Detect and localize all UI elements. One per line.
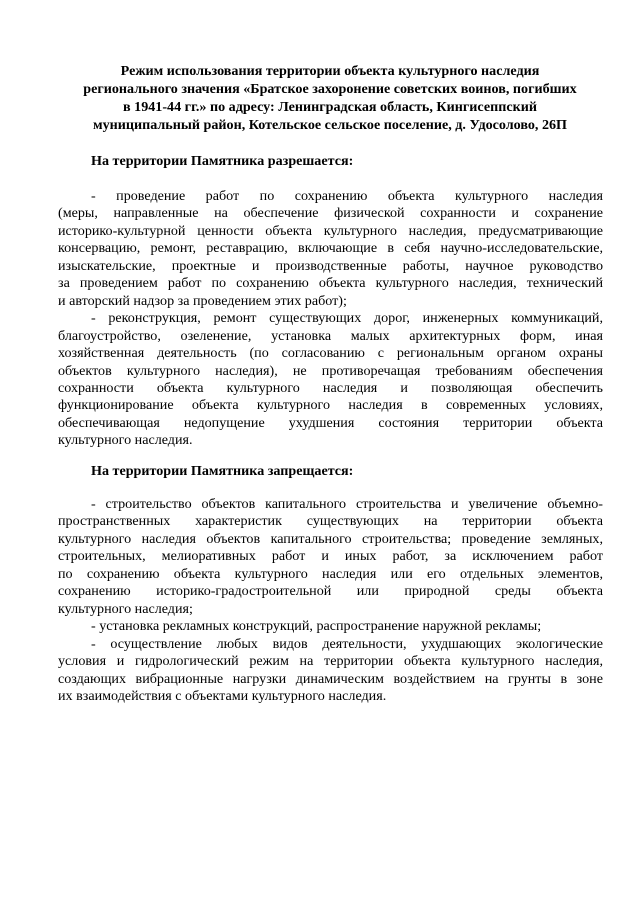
allowed-line: - проведение работ по сохранению объекта культурного наследия bbox=[91, 188, 603, 204]
allowed-line: - реконструкция, ремонт существующих дорог, инженерных коммуникаций, bbox=[91, 310, 603, 327]
allowed-line: объектов культурного наследия), не противоречащая требованиям обеспечения bbox=[58, 362, 603, 379]
title-line: регионального значения «Братское захоронение советских воинов, погибших bbox=[83, 81, 577, 97]
forbidden-heading: На территории Памятника запрещается: bbox=[91, 463, 354, 479]
forbidden-line: пространственных характеристик существующих на территории объекта bbox=[58, 513, 603, 530]
allowed-list bbox=[58, 188, 603, 450]
title-line: Режим использования территории объекта культурного наследия bbox=[120, 63, 540, 79]
forbidden-line: - осуществление любых видов деятельности, ухудшающих экологические bbox=[91, 635, 603, 652]
allowed-line: консервацию, ремонт, реставрацию, включающие в себя научно-исследовательские, bbox=[58, 240, 603, 257]
allowed-line: функционирование объекта культурного наследия в современных условиях, bbox=[58, 397, 603, 414]
allowed-line: (меры, направленные на обеспечение физической сохранности и сохранение bbox=[58, 205, 603, 222]
allowed-line: и авторский надзор за проведением этих работ); bbox=[58, 292, 347, 309]
forbidden-line: сохранению историко-градостроительной или природной среды объекта bbox=[58, 583, 603, 600]
allowed-line: историко-культурной ценности объекта культурного наследия, предусматривающие bbox=[58, 222, 603, 239]
forbidden-line: - строительство объектов капитального строительства и увеличение объемно- bbox=[91, 496, 603, 512]
allowed-line: изыскательские, проектные и производственные работы, научное руководство bbox=[58, 257, 603, 274]
allowed-line: за проведением работ по сохранению объекта культурного наследия, технический bbox=[58, 275, 603, 292]
forbidden-line: культурного наследия объектов капитального строительства; проведение земляных, bbox=[58, 530, 603, 547]
title-line: в 1941-44 гг.» по адресу: Ленинградская область, Кингисеппский bbox=[123, 99, 537, 115]
allowed-line: обеспечивающая недопущение ухудшения состояния территории объекта bbox=[58, 414, 603, 431]
allowed-line: благоустройство, озеленение, установка малых архитектурных форм, иная bbox=[58, 327, 603, 344]
allowed-line: культурного наследия. bbox=[58, 432, 193, 449]
forbidden-line: культурного наследия; bbox=[58, 600, 193, 617]
forbidden-line: их взаимодействия с объектами культурного наследия. bbox=[58, 687, 387, 704]
title-line: муниципальный район, Котельское сельское поселение, д. Удосолово, 26П bbox=[92, 117, 568, 133]
document-title bbox=[40, 62, 620, 134]
forbidden-list bbox=[58, 496, 603, 705]
forbidden-line: условия и гидрологический режим на территории объекта культурного наследия, bbox=[58, 653, 603, 670]
forbidden-line: по сохранению объекта культурного наследия или его отдельных элементов, bbox=[58, 565, 603, 582]
allowed-line: хозяйственная деятельность (по согласованию с региональным органом охраны bbox=[58, 345, 603, 362]
forbidden-line: - установка рекламных конструкций, распространение наружной рекламы; bbox=[91, 618, 542, 635]
allowed-heading: На территории Памятника разрешается: bbox=[91, 153, 354, 169]
forbidden-line: создающих вибрационные нагрузки динамическим воздействием на грунты в зоне bbox=[58, 670, 603, 687]
allowed-line: сохранности объекта культурного наследия и позволяющая обеспечить bbox=[58, 379, 603, 396]
forbidden-line: строительных, мелиоративных работ и иных работ, за исключением работ bbox=[58, 548, 603, 565]
